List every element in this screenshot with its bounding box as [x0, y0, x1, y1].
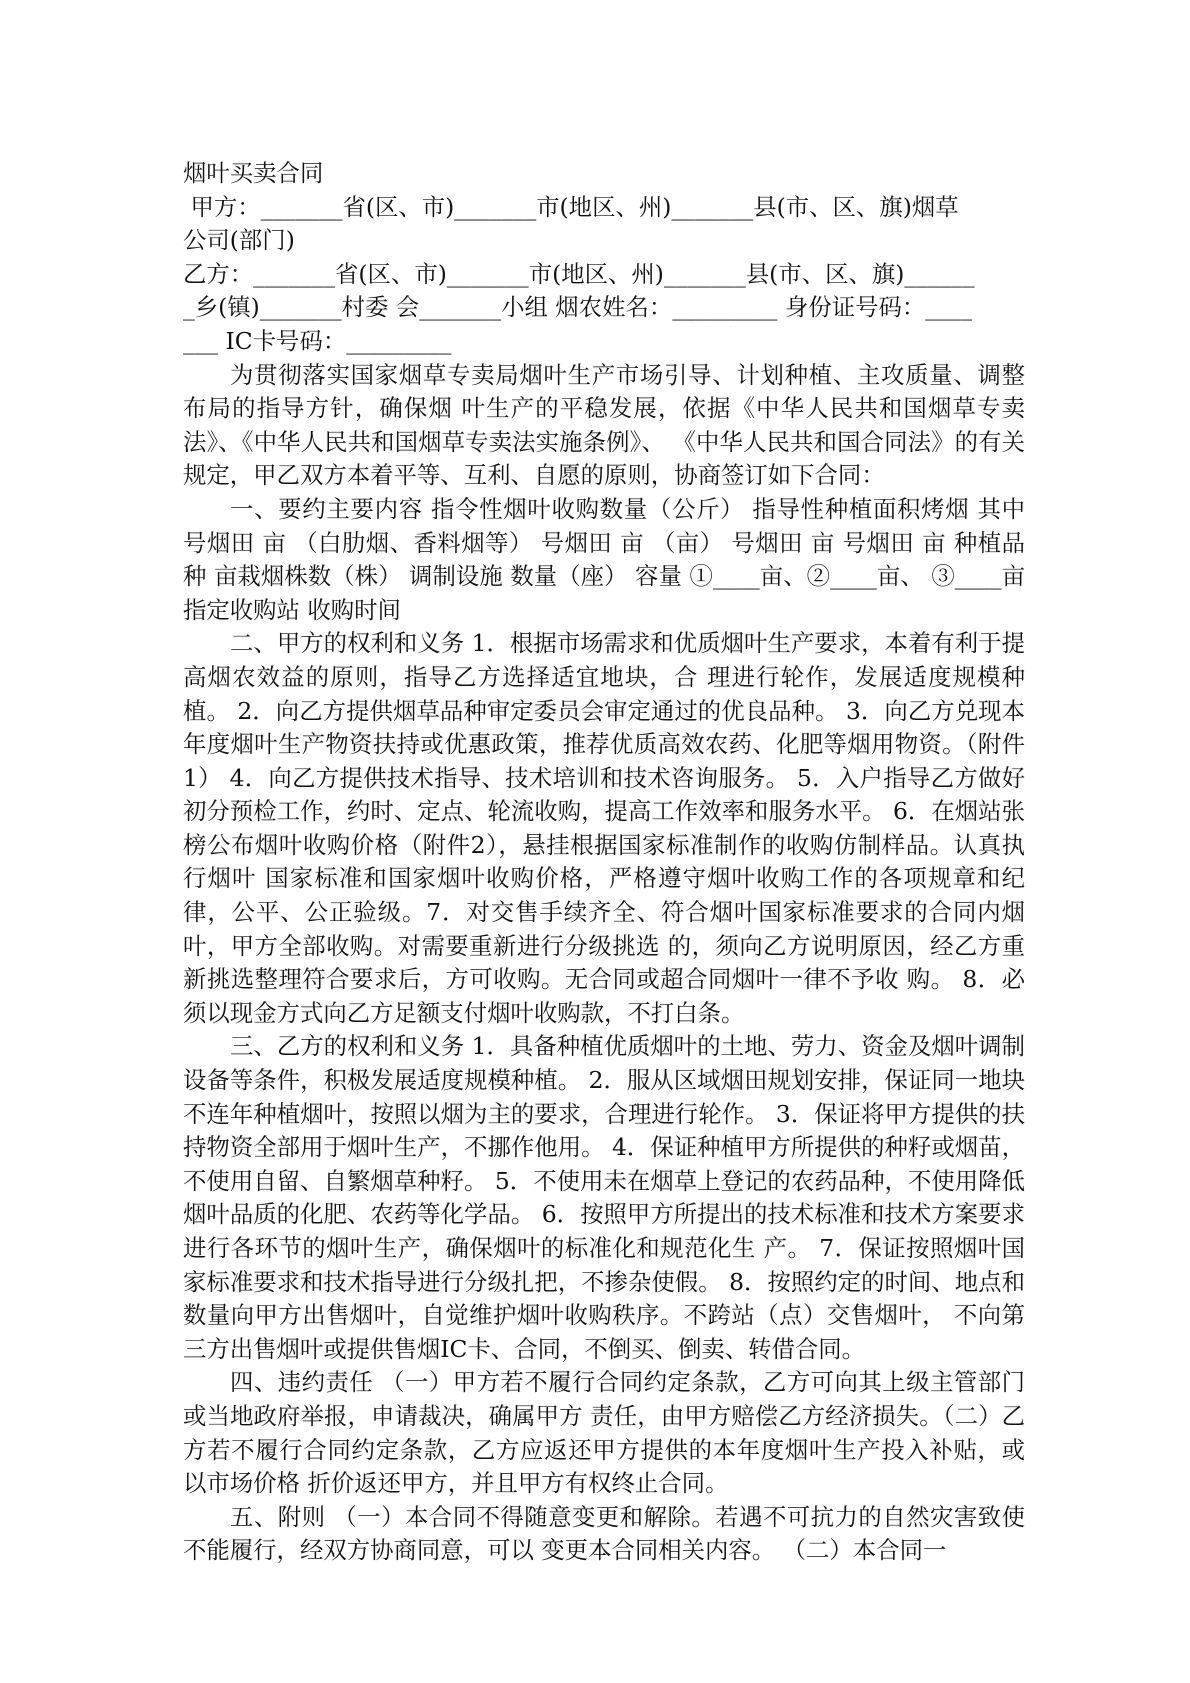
section-2-paragraph: 二、甲方的权利和义务 1．根据市场需求和优质烟叶生产要求，本着有利于提高烟农效益的原则，指导乙方选择适宜地块，合 理进行轮作，发展适度规模种植。 2．向乙方提供烟草品种审定委员会审定通过的优良品种。 3．向乙方兑现本年度烟叶生产物资扶持或优惠政策，推荐优质高效农药、化肥等烟用物资。（附件 1） 4．向乙方提供技术指导、技术培训和技术咨询服务。 5．入户指导乙方做好初分预检工作，约时、定点、轮流收购，提高工作效率和服务水平。 6．在烟站张榜公布烟叶收购价格（附件2），悬挂根据国家标准制作的收购仿制样品。认真执行烟叶 国家标准和国家烟叶收购价格，严格遵守烟叶收购工作的各项规章和纪律，公平、公正验级。7．对交售手续齐全、符合烟叶国家标准要求的合同内烟叶，甲方全部收购。对需要重新进行分级挑选 的，须向乙方说明原因，经乙方重新挑选整理符合要求后，方可收购。无合同或超合同烟叶一律不予收 购。 8．必须以现金方式向乙方足额支付烟叶收购款，不打白条。 [183, 629, 1025, 1027]
section-3-paragraph: 三、乙方的权利和义务 1．具备种植优质烟叶的土地、劳力、资金及烟叶调制设备等条件，积极发展适度规模种植。 2．服从区域烟田规划安排，保证同一地块不连年种植烟叶，按照以烟为主的要求，合理进行轮作。 3．保证将甲方提供的扶持物资全部用于烟叶生产，不挪作他用。 4．保证种植甲方所提供的种籽或烟苗，不使用自留、自繁烟草种籽。 5．不使用未在烟草上登记的农药品种，不使用降低烟叶品质的化肥、农药等化学品。 6．按照甲方所提出的技术标准和技术方案要求进行各环节的烟叶生产，确保烟叶的标准化和规范化生 产。 7．保证按照烟叶国家标准要求和技术指导进行分级扎把，不掺杂使假。 8．按照约定的时间、地点和数量向甲方出售烟叶，自觉维护烟叶收购秩序。不跨站（点）交售烟叶， 不向第三方出售烟叶或提供售烟IC卡、合同，不倒买、倒卖、转借合同。 [183, 1032, 1025, 1363]
contract-document [183, 157, 1025, 1568]
section-1-paragraph: 一、要约主要内容 指令性烟叶收购数量（公斤） 指导性种植面积烤烟 其中 号烟田 亩 （白肋烟、香料烟等） 号烟田 亩 （亩） 号烟田 亩 号烟田 亩 种植品种 亩栽烟株数（株） 调制设施 数量（座） 容量 ①____亩、②____亩、 ③____亩 指定收购站 收购时间 [183, 494, 1025, 624]
party-a-line-2: 公司(部门) [183, 226, 295, 255]
party-b-line-1: 乙方：_______省(区、市)_______市(地区、州)_______县(市、区、旗)______ [183, 259, 975, 288]
party-b-line-2: _乡(镇)_______村委 会_______小组 烟农姓名：_________ 身份证号码：____ [183, 293, 973, 322]
section-5-paragraph: 五、附则 （一）本合同不得随意变更和解除。若遇不可抗力的自然灾害致使不能履行，经双方协商同意，可以 变更本合同相关内容。 （二）本合同一 [183, 1502, 1025, 1565]
party-a-line-1: 甲方：_______省(区、市)_______市(地区、州)_______县(市、区、旗)烟草 [183, 192, 959, 221]
document-title: 烟叶买卖合同 [183, 159, 324, 187]
section-4-paragraph: 四、违约责任 （一）甲方若不履行合同约定条款，乙方可向其上级主管部门或当地政府举报，申请裁决，确属甲方 责任，由甲方赔偿乙方经济损失。（二）乙方若不履行合同约定条款，乙方应返还甲方提供的本年度烟叶生产投入补贴，或以市场价格 折价返还甲方，并且甲方有权终止合同。 [183, 1368, 1025, 1498]
party-b-line-3: ___ IC卡号码：_________ [183, 326, 452, 355]
intro-paragraph: 为贯彻落实国家烟草专卖局烟叶生产市场引导、计划种植、主攻质量、调整布局的指导方针，确保烟 叶生产的平稳发展，依据《中华人民共和国烟草专卖法》、《中华人民共和国烟草专卖法实施条例》、 《中华人民共和国合同法》的有关规定，甲乙双方本着平等、互利、自愿的原则，协商签订如下合同： [183, 360, 1025, 490]
